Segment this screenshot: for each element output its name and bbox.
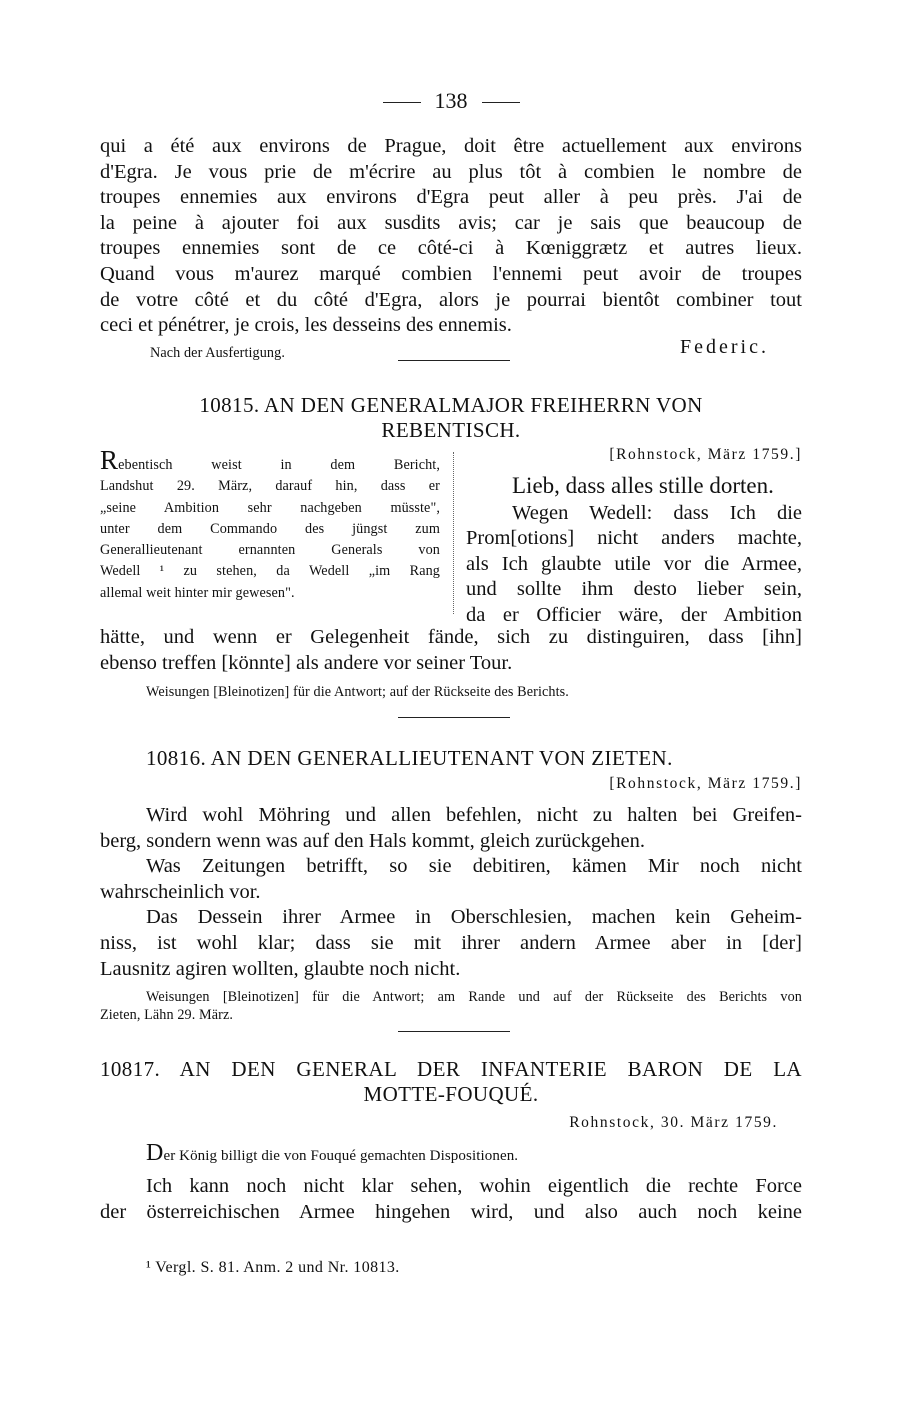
section-divider: [398, 360, 510, 361]
full-width-10815: [100, 625, 802, 676]
letter-body-10817: [100, 1174, 802, 1225]
dateline-10815: [Rohnstock, März 1759.]: [609, 446, 802, 463]
column-separator: [453, 452, 454, 614]
header-dash-left: [383, 102, 421, 103]
summary-10817: Der König billigt die von Fouqué gemachten Dispositionen.: [146, 1140, 519, 1166]
text-line: Was Zeitungen betrifft, so sie debitiren, kämen Mir noch nicht: [146, 855, 802, 878]
heading-line: 10815. AN DEN GENERALMAJOR FREIHERRN VON: [199, 393, 703, 417]
summary-line: Landshut 29. März, darauf hin, dass er: [100, 478, 440, 495]
heading-line: MOTTE-FOUQUÉ.: [363, 1082, 539, 1106]
summary-10815: [100, 445, 440, 604]
drop-cap: D: [146, 1140, 164, 1166]
signature: Federic.: [680, 336, 769, 358]
text-line: qui a été aux environs de Prague, doit être actuellement aux environs: [100, 135, 802, 157]
footnote: ¹ Vergl. S. 81. Anm. 2 und Nr. 10813.: [146, 1259, 400, 1276]
summary-line: allemal weit hinter mir gewesen".: [100, 584, 295, 601]
text-line: Quand vous m'aurez marqué combien l'ennemi peut avoir de troupes: [100, 262, 802, 285]
continuation-paragraph: [100, 134, 802, 339]
text-line: Das Dessein ihrer Armee in Oberschlesien, machen kein Geheim-: [146, 906, 802, 929]
section-divider: [398, 717, 510, 718]
text-line: wahrscheinlich vor.: [100, 880, 261, 903]
heading-line: 10817. AN DEN GENERAL DER INFANTERIE BARON DE LA: [100, 1057, 802, 1081]
text-line: Lausnitz agiren wollten, glaubte noch nicht.: [100, 957, 461, 980]
note-line: Zieten, Lähn 29. März.: [100, 1007, 233, 1023]
text-line: berg, sondern wenn was auf den Hals kommt, gleich zurückgehen.: [100, 829, 645, 852]
text-line: Lieb, dass alles stille dorten.: [512, 473, 774, 498]
text-line: Prom[otions] nicht anders machte,: [466, 527, 802, 550]
summary-line: Generallieutenant ernannten Generals von: [100, 542, 440, 559]
text-line: ceci et pénétrer, je crois, les desseins des ennemis.: [100, 314, 512, 337]
note-10816: [100, 988, 802, 1024]
note-10815: Weisungen [Bleinotizen] für die Antwort; auf der Rückseite des Berichts.: [146, 684, 569, 700]
text-line: troupes ennemies sont de ce côté-ci à Kœniggrætz et autres lieux.: [100, 237, 802, 260]
text-line: hätte, und wenn er Gelegenheit fände, sich zu distinguiren, dass [ihn]: [100, 626, 802, 648]
dateline-10817: Rohnstock, 30. März 1759.: [569, 1114, 778, 1131]
text-line: troupes ennemies aux environs d'Egra peut aller à peu près. J'ai de: [100, 186, 802, 209]
section-divider: [398, 1031, 510, 1032]
header-dash-right: [482, 102, 520, 103]
right-column-10815: [466, 473, 802, 629]
text-line: Wegen Wedell: dass Ich die: [512, 501, 802, 524]
summary-line: Wedell ¹ zu stehen, da Wedell „im Rang: [100, 563, 440, 580]
page-header: [100, 88, 802, 114]
page-number: 138: [434, 88, 468, 113]
heading-line: REBENTISCH.: [381, 418, 521, 442]
drop-cap: R: [100, 445, 119, 475]
text-line: als Ich glaubte utile vor die Armee,: [466, 552, 802, 575]
letter-heading-10815: [100, 393, 802, 443]
text-line: Ich kann noch nicht klar sehen, wohin eigentlich die rechte Force: [146, 1175, 802, 1197]
text-line: ebenso treffen [könnte] als andere vor seiner Tour.: [100, 651, 513, 674]
summary-line: „seine Ambition sehr nachgeben müsste",: [100, 499, 440, 516]
text-line: d'Egra. Je vous prie de m'écrire au plus tôt à combien le nombre de: [100, 160, 802, 183]
note-line: Weisungen [Bleinotizen] für die Antwort; am Rande und auf der Rückseite des Berichts von: [146, 989, 802, 1005]
summary-line: unter dem Commando des jüngst zum: [100, 520, 440, 537]
source-note: Nach der Ausfertigung.: [150, 345, 285, 361]
dateline-10816: [Rohnstock, März 1759.]: [609, 775, 802, 792]
text-line: da er Officier wäre, der Ambition: [466, 603, 802, 626]
summary-line: Rebentisch weist in dem Bericht,: [100, 445, 440, 475]
text-line: niss, ist wohl klar; dass sie mit ihrer andern Armee aber in [der]: [100, 931, 802, 954]
text-line: Wird wohl Möhring und allen befehlen, nicht zu halten bei Greifen-: [146, 804, 802, 826]
text-line: der österreichischen Armee hingehen wird, und also auch noch keine: [100, 1200, 802, 1223]
letter-body-10816: [100, 803, 802, 982]
text-line: de votre côté et du côté d'Egra, alors je pourrai bientôt combiner tout: [100, 288, 802, 311]
letter-heading-10817: [100, 1057, 802, 1107]
letter-heading-10816: 10816. AN DEN GENERALLIEUTENANT VON ZIETEN.: [146, 746, 673, 770]
text-line: und sollte ihm desto lieber sein,: [466, 578, 802, 601]
text-line: la peine à ajouter foi aux susdits avis; car je sais que beaucoup de: [100, 211, 802, 234]
